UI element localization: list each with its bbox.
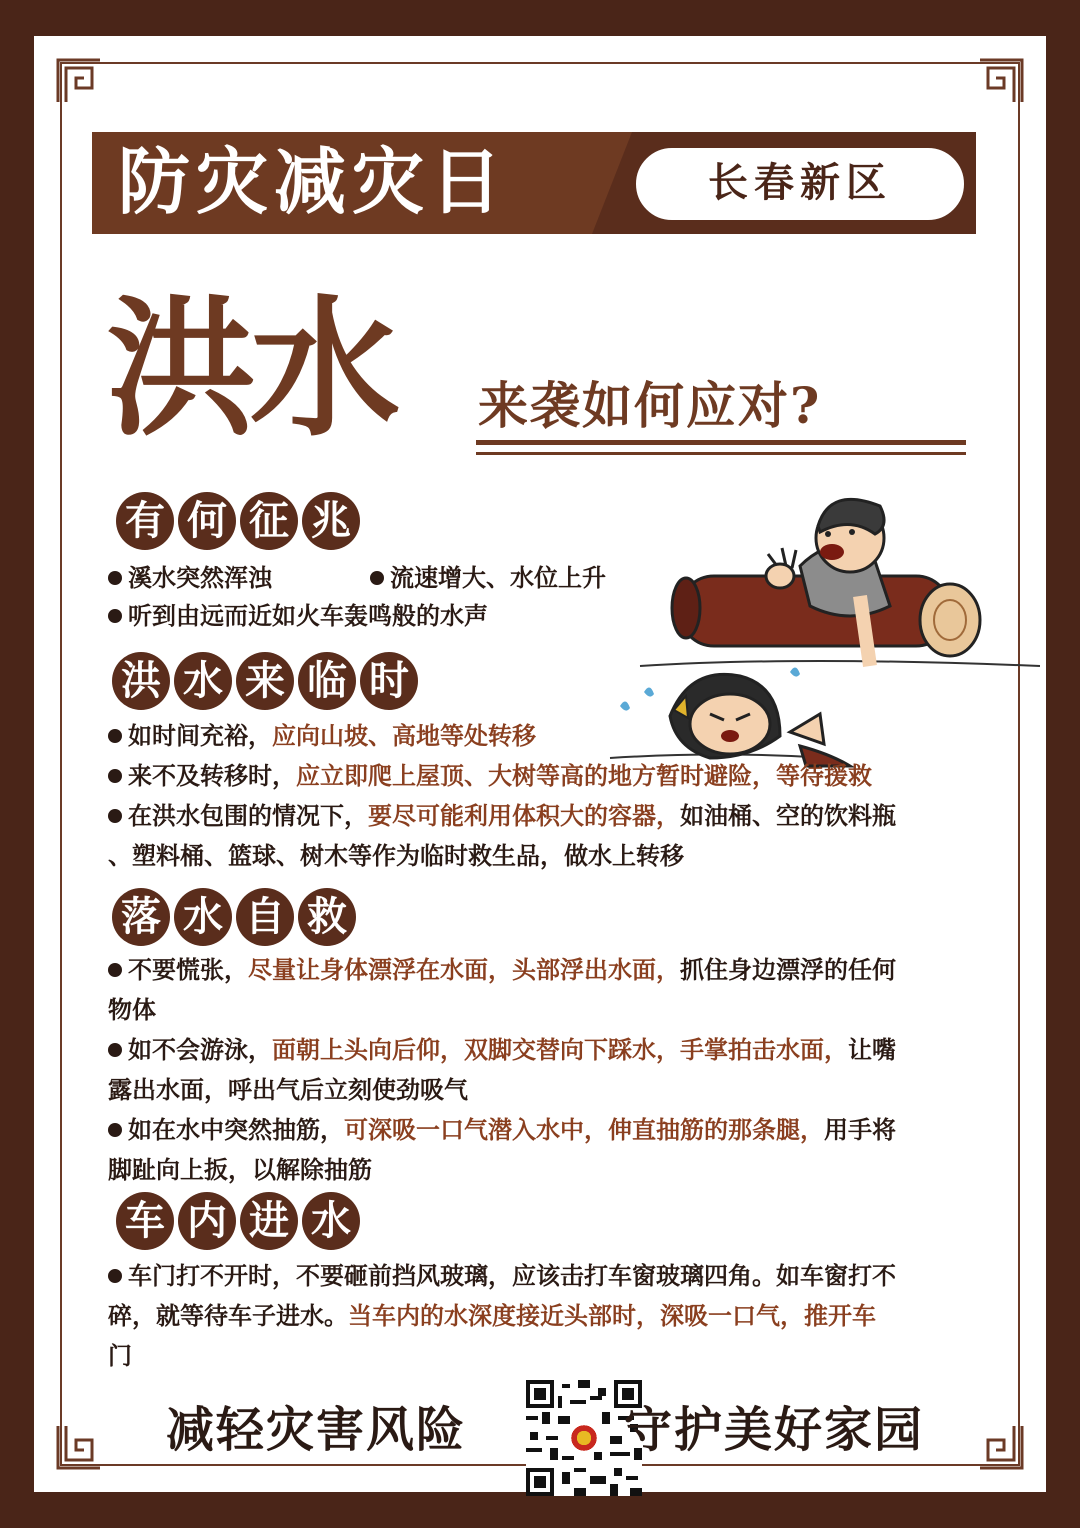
list-item: 如不会游泳，面朝上头向后仰，双脚交替向下踩水，手掌拍击水面，让嘴 露出水面，呼出气后立刻使劲吸气 [108,1035,896,1104]
corner-ornament-bottom-right [978,1424,1024,1470]
heading-char: 救 [298,888,356,946]
list-item: 在洪水包围的情况下，要尽可能利用体积大的容器，如油桶、空的饮料瓶 、塑料桶、篮球、树木等作为临时救生品，做水上转移 [108,801,896,870]
section-heading-self-rescue [112,888,356,946]
bullet-icon [370,571,384,585]
heading-char: 内 [178,1192,236,1250]
bullet-icon [108,1043,122,1057]
heading-char: 来 [236,652,294,710]
corner-ornament-top-left [56,58,102,104]
heading-char: 何 [178,492,236,550]
subtitle-underline [476,440,966,445]
section-heading-flood [112,652,418,710]
bullet-icon [108,609,122,623]
slogan-left: 减轻灾害风险 [166,1402,467,1458]
bullet-icon [108,1269,122,1283]
heading-char: 兆 [302,492,360,550]
heading-char: 水 [174,888,232,946]
header-title-block [92,132,632,234]
bullet-icon [108,809,122,823]
heading-char: 落 [112,888,170,946]
section-heading-signs [116,492,360,550]
heading-char: 洪 [112,652,170,710]
header-title: 防灾减灾日 [118,140,509,224]
heading-char: 有 [116,492,174,550]
poster [34,36,1046,1492]
district-badge: 长春新区 [636,148,964,220]
heading-char: 临 [298,652,356,710]
heading-char: 征 [240,492,298,550]
list-item: 不要慌张，尽量让身体漂浮在水面，头部浮出水面，抓住身边漂浮的任何 物体 [108,955,896,1024]
heading-char: 水 [302,1192,360,1250]
list-item: 听到由远而近如火车轰鸣般的水声 [108,596,488,636]
list-item: 来不及转移时，应立即爬上屋顶、大树等高的地方暂时避险，等待援救 [108,756,938,796]
subtitle-underline-thin [476,452,966,455]
corner-ornament-bottom-left [56,1424,102,1470]
bullet-icon [108,769,122,783]
list-item: 溪水突然浑浊 [108,558,272,598]
slogan-right: 守护美好家园 [624,1402,925,1458]
bullet-icon [108,571,122,585]
heading-char: 进 [240,1192,298,1250]
bullet-icon [108,729,122,743]
corner-ornament-top-right [978,58,1024,104]
list-item: 流速增大、水位上升 [370,558,606,598]
header-banner [92,132,976,234]
heading-char: 水 [174,652,232,710]
heading-char: 车 [116,1192,174,1250]
hero-title: 洪水 [106,281,395,457]
bullet-icon [108,963,122,977]
list-item: 如在水中突然抽筋，可深吸一口气潜入水中，伸直抽筋的那条腿，用手将 脚趾向上扳，以解除抽筋 [108,1115,896,1184]
list-item: 车门打不开时，不要砸前挡风玻璃，应该击打车窗玻璃四角。如车窗打不 碎，就等待车子进水。当车内的水深度接近头部时，深吸一口气，推开车 门 [108,1261,896,1370]
hero-subtitle: 来袭如何应对? [478,376,822,435]
heading-char: 时 [360,652,418,710]
list-item: 如时间充裕，应向山坡、高地等处转移 [108,716,938,756]
heading-char: 自 [236,888,294,946]
bullet-icon [108,1123,122,1137]
section-heading-car [116,1192,360,1250]
